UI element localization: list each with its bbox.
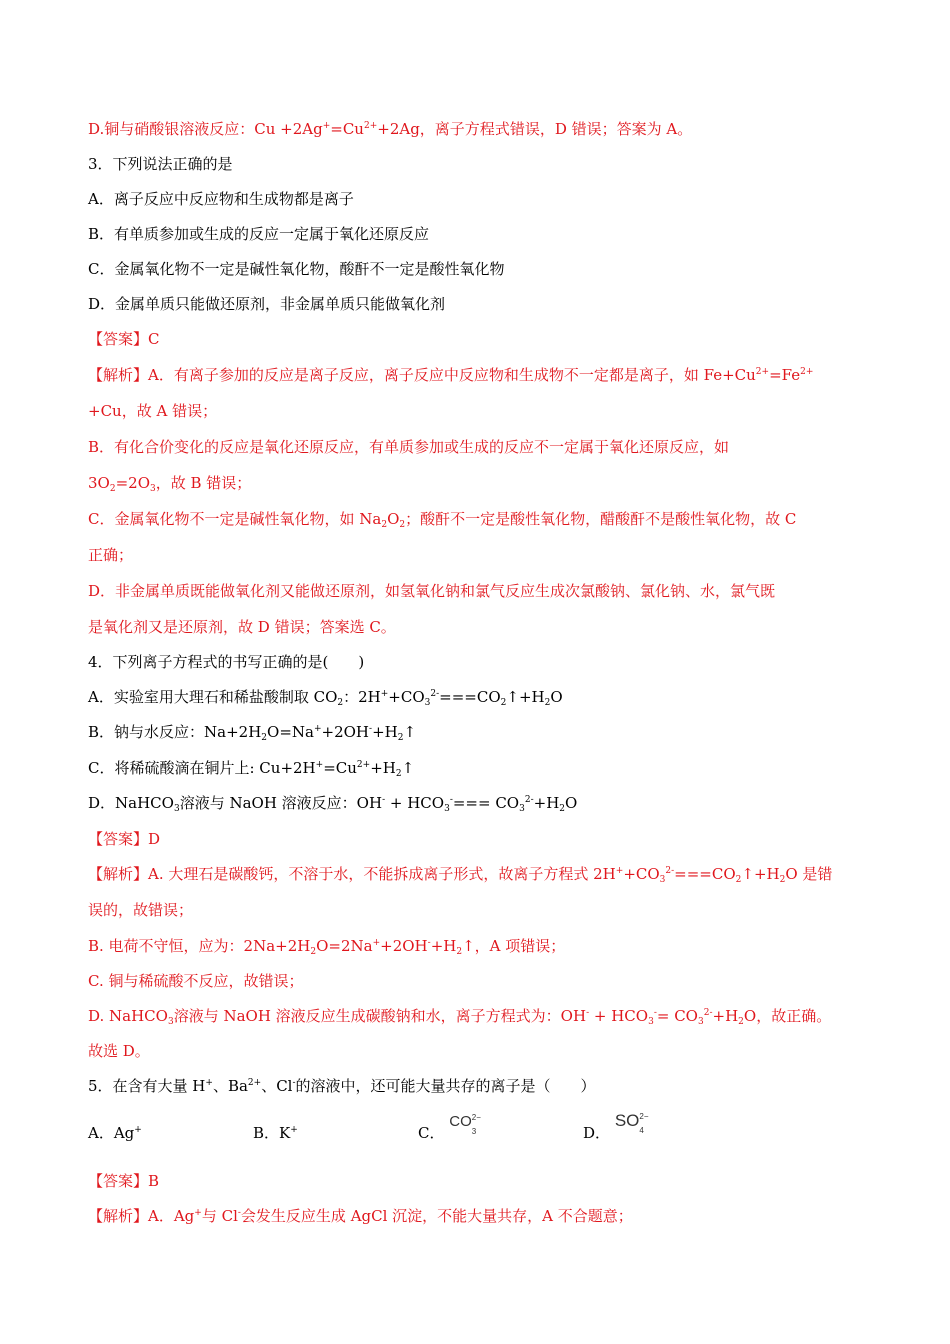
q4-explanation-4: C. 铜与稀硫酸不反应，故错误； bbox=[88, 972, 304, 990]
q5-explanation-1: 【解析】A．Ag+与 Cl-会发生反应生成 AgCl 沉淀，不能大量共存，A 不合题意； bbox=[88, 1207, 633, 1225]
q3-option-c: C．金属氧化物不一定是碱性氧化物，酸酐不一定是酸性氧化物 bbox=[88, 260, 505, 278]
q3-explanation-6: 正确； bbox=[88, 546, 134, 564]
q4-option-d: D．NaHCO$_3$溶液与 NaOH 溶液反应：$OH^- + HCO_3^-=== CO_3^{2-}+H_2O$ bbox=[88, 794, 578, 814]
q3-explanation-4: $3O_2=2O_3$，故 B 错误； bbox=[88, 474, 252, 494]
q3-stem: 3．下列说法正确的是 bbox=[88, 155, 233, 173]
q4-stem: 4．下列离子方程式的书写正确的是( ) bbox=[88, 653, 365, 671]
q4-explanation-6: 故选 D。 bbox=[88, 1042, 150, 1060]
q3-explanation-3: B．有化合价变化的反应是氧化还原反应，有单质参加或生成的反应不一定属于氧化还原反应，如 bbox=[88, 438, 730, 456]
q3-explanation-1: 【解析】A．有离子参加的反应是离子反应，离子反应中反应物和生成物不一定都是离子，如 $Fe+Cu^{2+}=Fe^{2+}$ bbox=[88, 366, 814, 384]
q4-explanation-1: 【解析】A. 大理石是碳酸钙，不溶于水，不能拆成离子形式，故离子方程式 $2H^++CO_3^{2-}===CO_2↑+H_2O$ 是错 bbox=[88, 865, 833, 885]
q3-explanation-5: C．金属氧化物不一定是碱性氧化物，如 $Na_2O_2$；酸酐不一定是酸性氧化物，醋酸酐不是酸性氧化物，故 C bbox=[88, 510, 797, 530]
q3-explanation-8: 是氧化剂又是还原剂，故 D 错误；答案选 C。 bbox=[88, 618, 396, 636]
q4-explanation-5: D. NaHCO$_3$溶液与 NaOH 溶液反应生成碳酸钠和水，离子方程式为：$OH^- + HCO_3^-= CO_3^{2-}+H_2O$，故正确。 bbox=[88, 1007, 832, 1027]
sulfate-ion-formula: SO 2− 4 bbox=[614, 1111, 649, 1135]
q3-explanation-2: +Cu，故 A 错误； bbox=[88, 402, 218, 420]
q3-option-d: D．金属单质只能做还原剂，非金属单质只能做氧化剂 bbox=[88, 295, 446, 313]
q3-answer: 【答案】C bbox=[88, 330, 160, 348]
q5-option-c: C． CO 2− 3 bbox=[418, 1113, 481, 1142]
q3-option-b: B．有单质参加或生成的反应一定属于氧化还原反应 bbox=[88, 225, 430, 243]
q4-explanation-3: B. 电荷不守恒，应为：$2Na+2H_2O=2Na^++2OH^-+H_2↑$，A 项错误； bbox=[88, 937, 566, 957]
q3-option-a: A．离子反应中反应物和生成物都是离子 bbox=[88, 190, 354, 208]
q5-answer: 【答案】B bbox=[88, 1172, 160, 1190]
q5-option-b: B．K+ bbox=[253, 1124, 298, 1142]
q2-explanation-d: D.铜与硝酸银溶液反应：$Cu +2Ag^+=Cu^{2+}+2Ag$，离子方程式错误，D 错误；答案为 A。 bbox=[88, 120, 693, 138]
q3-explanation-7: D．非金属单质既能做氧化剂又能做还原剂，如氢氧化钠和氯气反应生成次氯酸钠、氯化钠、水，氯气既 bbox=[88, 582, 776, 600]
carbonate-ion-formula: CO 2− 3 bbox=[449, 1113, 481, 1136]
q4-explanation-2: 误的，故错误； bbox=[88, 901, 194, 919]
q4-option-a: A．实验室用大理石和稀盐酸制取 $CO_2$：$2H^++CO_3^{2-}===CO_2↑+H_2O$ bbox=[88, 688, 563, 708]
q5-stem: 5．在含有大量 H+、$Ba^{2+}$、Cl-的溶液中，还可能大量共存的离子是（ ） bbox=[88, 1077, 596, 1095]
q5-option-a: A．Ag+ bbox=[88, 1124, 142, 1142]
q4-answer: 【答案】D bbox=[88, 830, 161, 848]
q4-option-b: B．钠与水反应：$Na+2H_2O=Na^++2OH^-+H_2↑$ bbox=[88, 723, 417, 743]
q5-option-d: D． SO 2− 4 bbox=[583, 1111, 649, 1142]
q4-option-c: C．将稀硫酸滴在铜片上: $Cu+2H^+=Cu^{2+}+H_2↑$ bbox=[88, 759, 415, 779]
